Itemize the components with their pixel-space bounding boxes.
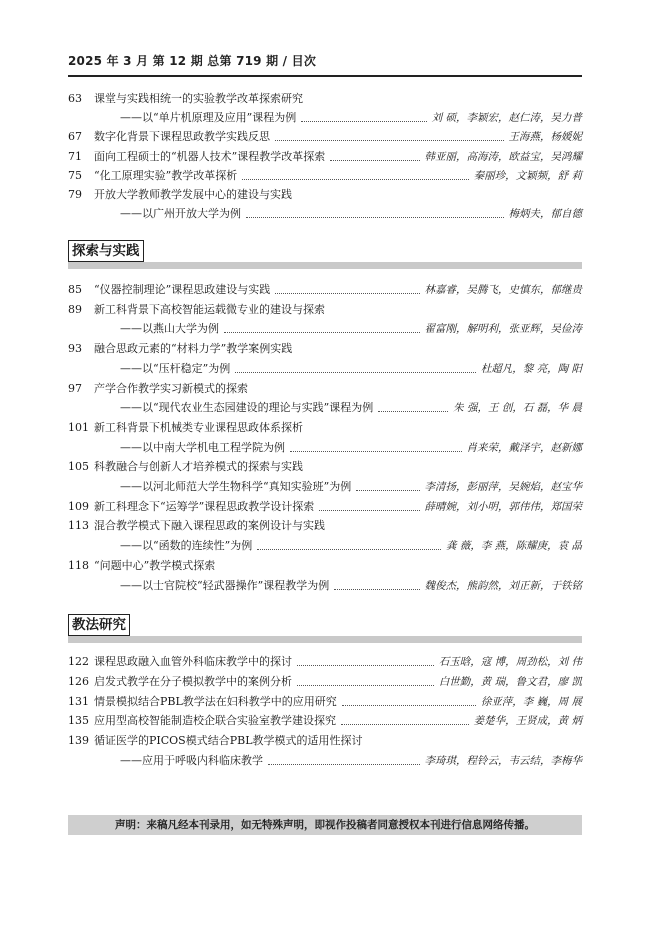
dot-leader [275,292,419,294]
article-title: 课堂与实践相统一的实验教学改革探索研究 [94,92,303,105]
article-title: 新工科背景下高校智能运载微专业的建设与探索 [94,302,325,316]
page-number: 105 [68,460,89,474]
toc-subtitle-row [68,537,582,555]
toc-subtitle-row [68,399,582,417]
dot-leader [342,704,476,706]
article-subtitle: ——以燕山大学为例 [120,322,219,336]
dot-leader [330,159,419,161]
section-bar [68,636,582,643]
article-title: “仪器控制理论”课程思政建设与实践 [94,283,271,296]
article-authors: 王海燕，杨媛妮 [508,131,582,144]
dot-leader [334,588,419,590]
article-title: “化工原理实验”教学改革探析 [94,168,238,182]
page-number: 131 [68,694,89,708]
page-number: 93 [68,342,82,356]
dot-leader [341,723,469,725]
dot-leader [224,331,420,333]
page-number: 139 [68,734,89,748]
page-number: 85 [68,283,82,296]
toc-entry [68,732,582,750]
article-authors: 杜超凡，黎 亮，陶 阳 [480,362,582,375]
article-title: 开放大学教师教学发展中心的建设与实践 [94,188,292,201]
article-authors: 韩亚丽，高海涛，欧益宝，吴鸿耀 [424,150,582,163]
article-authors: 李清扬，彭丽萍，吴婉焰，赵宝华 [424,481,582,493]
toc-subtitle-row [68,577,582,595]
toc-entry [68,90,582,108]
toc-entry [68,673,582,691]
toc-entry [68,128,582,146]
dot-leader [356,489,419,491]
page-number: 79 [68,188,82,201]
toc-entry [68,148,582,166]
page-number: 122 [68,655,89,668]
page-number: 71 [68,149,82,163]
article-authors: 薛晴婉，刘小明，郭伟伟，郑国荣 [424,500,582,513]
section-bar [68,262,582,269]
dot-leader [319,509,419,511]
article-authors: 徐亚萍，李 巍，周 展 [480,695,582,708]
article-title: 产学合作教学实习新模式的探索 [94,381,248,395]
toc-subtitle-row [68,360,582,378]
section-label: 教法研究 [68,614,130,636]
section-label: 探索与实践 [68,240,144,262]
article-authors: 梅炳夫，郁自德 [508,208,582,221]
dot-leader [275,139,504,141]
page-number: 135 [68,714,89,728]
dot-leader [297,664,434,666]
article-authors: 石玉晗，寇 博，周劲松，刘 伟 [438,656,582,668]
article-title: “问题中心”教学模式探索 [94,558,216,572]
article-title: 新工科理念下“运筹学”课程思政教学设计探索 [94,499,315,513]
article-title: 科教融合与创新人才培养模式的探索与实践 [94,460,303,474]
page-number: 67 [68,130,82,144]
dot-leader [378,410,448,412]
toc-subtitle-row [68,109,582,127]
section-teaching-methods [68,614,582,636]
toc-entry [68,557,582,575]
dot-leader [297,684,434,686]
article-subtitle: ——以“函数的连续性”为例 [120,539,253,553]
page-number: 126 [68,674,89,688]
article-authors: 姜楚华，王贤成，黄 炳 [473,715,582,728]
article-title: 面向工程硕士的“机器人技术”课程教学改革探索 [94,149,326,163]
article-title: 数字化背景下课程思政教学实践反思 [94,130,270,144]
article-authors: 林嘉睿，吴腾飞，史慎东，郁继贵 [424,284,582,296]
dot-leader [268,763,420,765]
article-title: 融合思政元素的“材料力学”教学案例实践 [94,342,293,356]
toc-entry [68,281,582,299]
article-subtitle: ——以士官院校“轻武器操作”课程教学为例 [120,578,330,592]
page-number: 118 [68,558,89,572]
toc-entry [68,340,582,358]
article-authors: 朱 强，王 创，石 磊，华 晨 [453,402,582,415]
article-subtitle: ——以“单片机原理及应用”课程为例 [120,111,297,125]
toc-entry [68,419,582,437]
article-subtitle: ——以中南大学机电工程学院为例 [120,440,285,454]
copyright-notice: 声明：来稿凡经本刊录用，如无特殊声明，即视作投稿者同意授权本刊进行信息网络传播。 [68,815,582,835]
article-subtitle: ——以河北师范大学生物科学“真知实验班”为例 [120,480,352,493]
dot-leader [242,178,468,180]
dot-leader [301,120,426,122]
article-title: 情景模拟结合PBL教学法在妇科教学中的应用研究 [94,694,337,708]
toc-subtitle-row [68,752,582,770]
article-subtitle: ——应用于呼吸内科临床教学 [120,754,263,767]
toc-entry [68,301,582,319]
article-authors: 白世勤，黄 瑞，鲁文君，廖 凯 [438,675,582,688]
dot-leader [257,548,441,550]
toc-entry [68,380,582,398]
article-authors: 秦丽珍，文颖频，舒 莉 [473,169,582,182]
article-authors: 魏俊杰，熊韵然，刘正新，于铁铭 [424,579,582,592]
article-subtitle: ——以“现代农业生态园建设的理论与实践”课程为例 [120,401,374,415]
toc-entry [68,517,582,535]
page-number: 89 [68,302,82,316]
toc-entry [68,498,582,516]
toc-entry [68,693,582,711]
article-title: 启发式教学在分子模拟教学中的案例分析 [94,674,292,688]
article-authors: 龚 薇，李 燕，陈耀庚，袁 晶 [445,540,582,553]
article-title: 应用型高校智能制造校企联合实验室教学建设探究 [94,714,336,728]
article-authors: 翟富刚，解明利，张亚辉，吴俭涛 [424,323,582,336]
page-number: 101 [68,420,89,434]
toc-entry [68,712,582,730]
dot-leader [246,216,504,218]
section-explore-practice [68,240,582,262]
toc-entry [68,653,582,671]
page-number: 75 [68,168,82,182]
article-title: 循证医学的PICOS模式结合PBL教学模式的适用性探讨 [94,734,363,748]
article-authors: 李琦琪，程铃云，韦云结，李梅华 [424,755,582,767]
toc-entry [68,458,582,476]
article-authors: 刘 硕，李颖宏，赵仁涛，吴力普 [431,112,582,125]
article-title: 新工科背景下机械类专业课程思政体系探析 [94,420,303,434]
toc-subtitle-row [68,320,582,338]
toc-subtitle-row [68,205,582,223]
toc-entry [68,186,582,204]
toc-subtitle-row [68,478,582,496]
article-title: 混合教学模式下融入课程思政的案例设计与实践 [94,519,325,533]
dot-leader [290,450,462,452]
article-subtitle: ——以“压杆稳定”为例 [120,361,231,375]
header-rule [68,75,582,77]
page-number: 109 [68,499,89,513]
issue-header: 2025 年 3 月 第 12 期 总第 719 期 / 目次 [68,54,317,68]
article-title: 课程思政融入血管外科临床教学中的探讨 [94,655,292,668]
page-number: 113 [68,519,89,533]
article-authors: 肖来荣，戴泽宇，赵新娜 [466,441,582,454]
toc-subtitle-row [68,439,582,457]
page-number: 63 [68,92,82,105]
page-number: 97 [68,381,82,395]
dot-leader [235,371,476,373]
toc-entry [68,167,582,185]
article-subtitle: ——以广州开放大学为例 [120,207,241,221]
